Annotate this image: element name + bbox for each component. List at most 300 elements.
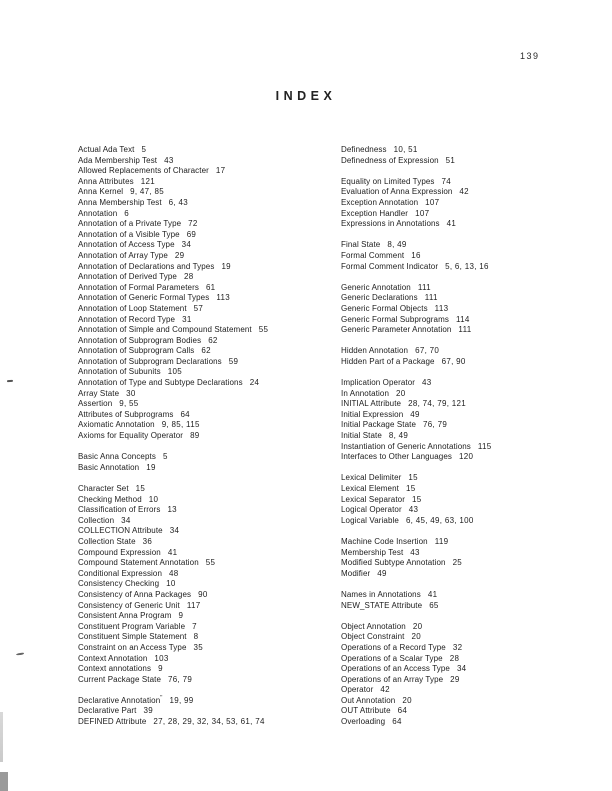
index-term: Constraint on an Access Type	[78, 642, 187, 652]
index-page-refs: 48	[169, 568, 179, 578]
index-page-refs: 55	[258, 325, 269, 335]
index-term: NEW_STATE Attribute	[341, 600, 423, 610]
index-entry	[78, 706, 333, 717]
index-entry	[341, 643, 586, 654]
index-term: Current Package State	[78, 674, 162, 684]
index-entry	[78, 357, 333, 368]
index-column-right	[341, 145, 586, 738]
index-group	[341, 473, 586, 526]
index-page-refs: 30	[126, 388, 136, 398]
index-page-refs: 29	[174, 250, 185, 260]
scan-edge-artifact	[0, 712, 3, 762]
index-term: Axioms for Equality Operator	[78, 431, 184, 441]
index-page-refs: 10, 51	[393, 145, 418, 154]
index-entry	[78, 293, 333, 304]
index-term: Collection	[78, 515, 115, 525]
index-entry	[341, 251, 586, 262]
index-term: Annotation of Simple and Compound Statement	[78, 325, 252, 335]
index-entry	[341, 378, 586, 389]
index-term: Interfaces to Other Languages	[341, 452, 452, 462]
index-entry	[78, 463, 333, 474]
index-entry	[341, 315, 586, 326]
index-term: Ada Membership Test	[78, 155, 158, 165]
index-entry	[78, 664, 333, 675]
index-term: Annotation of a Visible Type	[78, 229, 180, 239]
index-entry	[78, 346, 333, 357]
index-term: Initial State	[341, 431, 382, 441]
index-page-refs: 113	[216, 293, 230, 303]
index-term: Formal Comment Indicator	[341, 261, 439, 271]
index-page-refs: 34	[169, 526, 180, 536]
index-term: Machine Code Insertion	[341, 536, 428, 546]
index-term: Annotation of Generic Formal Types	[78, 293, 210, 303]
index-term: In Annotation	[341, 388, 390, 398]
index-term: Array State	[78, 388, 120, 398]
index-page-refs: 34	[121, 515, 131, 525]
index-page-refs: 27, 28, 29, 32, 34, 53, 61, 74	[153, 717, 265, 727]
index-page-refs: 117	[186, 600, 201, 610]
index-entry	[341, 209, 586, 220]
index-entry	[341, 548, 586, 559]
index-page-refs: 15	[135, 484, 146, 493]
index-entry	[78, 145, 333, 156]
index-term: Declarative Part	[78, 706, 137, 716]
index-page-refs: 17	[215, 166, 226, 176]
index-entry	[78, 622, 333, 633]
index-entry	[78, 579, 333, 590]
index-page-refs: 9	[178, 611, 184, 621]
index-term: Initial Package State	[341, 420, 417, 430]
index-term: Anna Kernel	[78, 187, 124, 197]
index-entry	[341, 632, 586, 643]
index-entry	[341, 484, 586, 495]
index-term: Implication Operator	[341, 378, 416, 388]
index-entry	[341, 675, 586, 686]
index-page-refs: 115	[477, 441, 492, 451]
index-page-refs: 43	[164, 155, 174, 165]
index-term: Generic Annotation	[341, 282, 411, 292]
index-page-refs: 64	[392, 717, 402, 727]
index-entry	[341, 431, 586, 442]
index-page-refs: 114	[455, 314, 470, 324]
index-page-refs: 61	[205, 282, 216, 292]
index-entry	[78, 654, 333, 665]
index-term: Consistency of Anna Packages	[78, 589, 192, 599]
index-term: Annotation of Loop Statement	[78, 303, 187, 313]
index-page-refs: 6, 45, 49, 63, 100	[405, 515, 474, 525]
index-term: Exception Handler	[341, 208, 409, 218]
index-page-refs: 111	[417, 282, 431, 292]
index-page-refs: 19	[146, 462, 156, 472]
index-term: Object Annotation	[341, 621, 406, 631]
index-page-refs: 35	[193, 642, 203, 652]
index-term: Annotation of Access Type	[78, 240, 175, 250]
index-entry	[78, 156, 333, 167]
index-entry	[78, 209, 333, 220]
index-term: DEFINED Attribute	[78, 717, 147, 727]
index-entry	[341, 473, 586, 484]
index-page-refs: 9, 85, 115	[161, 420, 200, 430]
index-entry	[341, 717, 586, 728]
index-page-refs: 105	[167, 367, 182, 377]
index-term: Equality on Limited Types	[341, 176, 435, 186]
index-page-refs: 8, 49	[387, 240, 407, 250]
index-entry	[78, 336, 333, 347]
index-entry	[78, 675, 333, 686]
index-entry	[78, 367, 333, 378]
index-entry	[78, 611, 333, 622]
index-term: Consistency Checking	[78, 579, 160, 589]
index-page-refs: 28	[183, 272, 194, 282]
index-page-refs: 6	[124, 208, 130, 218]
index-term: Operations of a Record Type	[341, 642, 446, 652]
index-group	[78, 145, 333, 442]
index-entry	[341, 706, 586, 717]
index-term: Assertion	[78, 399, 113, 409]
index-term: Operations of an Array Type	[341, 674, 444, 684]
index-page-refs: 28, 74, 79, 121	[408, 399, 466, 409]
index-entry	[341, 685, 586, 696]
index-page-refs: 9	[158, 664, 163, 674]
index-page-refs: 41	[446, 219, 457, 229]
index-group	[341, 283, 586, 336]
index-page-refs: 65	[429, 600, 439, 610]
index-term: OUT Attribute	[341, 706, 391, 716]
index-page-refs: 20	[402, 695, 412, 705]
index-entry	[78, 537, 333, 548]
index-term: Collection State	[78, 536, 136, 546]
index-term: Definedness	[341, 145, 387, 154]
index-entry	[341, 187, 586, 198]
index-page-refs: 8	[193, 632, 199, 642]
index-page-refs: 6, 43	[168, 197, 188, 207]
index-page-refs: 59	[228, 356, 239, 366]
index-entry	[78, 251, 333, 262]
index-page-refs: 62	[208, 335, 218, 345]
index-page-refs: 42	[380, 685, 390, 695]
index-group	[341, 145, 586, 166]
index-page-refs: 111	[424, 293, 438, 303]
index-entry	[78, 495, 333, 506]
index-page-refs: 5	[162, 452, 168, 462]
index-term: Basic Annotation	[78, 462, 140, 472]
index-page-refs: 34	[456, 664, 467, 674]
index-page-refs: 15	[408, 473, 418, 483]
index-group	[341, 378, 586, 463]
index-page-refs: 19	[221, 261, 231, 271]
index-page-refs: 29	[450, 674, 460, 684]
margin-pencil-tick	[16, 652, 24, 655]
index-entry	[341, 696, 586, 707]
index-group	[341, 590, 586, 611]
index-term: Annotation of Type and Subtype Declarations	[78, 378, 243, 388]
index-entry	[341, 495, 586, 506]
index-page-refs: 9, 47, 85	[130, 187, 164, 197]
index-term: Lexical Separator	[341, 494, 405, 504]
index-entry	[78, 505, 333, 516]
index-term: Context annotations	[78, 664, 152, 674]
index-page-refs: 43	[422, 378, 432, 388]
index-entry	[78, 389, 333, 400]
index-group	[78, 484, 333, 685]
index-term: Allowed Replacements of Character	[78, 166, 209, 176]
index-entry	[341, 516, 586, 527]
index-entry	[78, 166, 333, 177]
index-term: Character Set	[78, 484, 129, 493]
index-entry	[341, 177, 586, 188]
index-entry	[341, 420, 586, 431]
index-term: Generic Parameter Annotation	[341, 325, 452, 335]
index-page-refs: 111	[458, 325, 472, 335]
index-term: Final State	[341, 240, 381, 250]
index-entry	[78, 696, 333, 707]
index-term: Annotation of Subprogram Declarations	[78, 356, 222, 366]
index-entry	[78, 325, 333, 336]
index-entry	[78, 643, 333, 654]
index-entry	[78, 420, 333, 431]
index-page-refs: 43	[410, 547, 420, 557]
index-term: Out Annotation	[341, 695, 396, 705]
index-entry	[78, 431, 333, 442]
index-term: Evaluation of Anna Expression	[341, 187, 453, 197]
index-page-refs: 20	[411, 632, 422, 642]
index-page-refs: 19, 99	[169, 695, 194, 705]
index-page-refs: 41	[167, 547, 178, 557]
index-term: Exception Annotation	[341, 197, 419, 207]
index-entry	[78, 198, 333, 209]
index-entry	[341, 452, 586, 463]
index-page-refs: 15	[411, 494, 422, 504]
index-page-refs: 25	[452, 558, 463, 568]
index-page-refs: 13	[167, 505, 177, 515]
index-page-refs: 20	[412, 621, 423, 631]
index-page-refs: 15	[405, 484, 416, 493]
index-term: Logical Variable	[341, 515, 399, 525]
index-term: Hidden Part of a Package	[341, 356, 435, 366]
index-term: Consistent Anna Program	[78, 611, 172, 621]
index-term: Lexical Element	[341, 484, 399, 493]
index-term: Operations of an Access Type	[341, 664, 450, 674]
index-entry	[78, 187, 333, 198]
index-entry	[341, 558, 586, 569]
index-entry	[341, 240, 586, 251]
index-page-refs: 107	[415, 208, 430, 218]
index-term: Annotation of a Private Type	[78, 219, 182, 229]
index-term: Logical Operator	[341, 505, 402, 515]
index-term: Attributes of Subprograms	[78, 409, 174, 419]
index-page-refs: 10	[148, 494, 159, 504]
index-page-refs: 76, 79	[168, 674, 193, 684]
index-term: Basic Anna Concepts	[78, 452, 156, 462]
index-column-left	[78, 145, 333, 738]
index-term: Formal Comment	[341, 250, 405, 260]
index-group	[341, 177, 586, 230]
index-term: Declarative Annotation"	[78, 695, 163, 705]
index-entry	[341, 304, 586, 315]
index-page-refs: 36	[142, 536, 153, 546]
index-term: Generic Formal Subprograms	[341, 314, 449, 324]
index-term: Annotation of Subunits	[78, 367, 161, 377]
index-term: Actual Ada Text	[78, 145, 135, 154]
index-page-refs: 9, 55	[119, 399, 139, 409]
superscript-mark: "	[160, 695, 163, 702]
index-entry	[341, 283, 586, 294]
index-page-refs: 20	[396, 388, 406, 398]
index-entry	[78, 315, 333, 326]
index-entry	[341, 346, 586, 357]
index-term: Annotation of Subprogram Bodies	[78, 335, 202, 345]
index-page-refs: 10	[166, 579, 176, 589]
index-entry	[341, 198, 586, 209]
index-term: Lexical Delimiter	[341, 473, 402, 483]
index-page-refs: 57	[193, 303, 204, 313]
index-term: Annotation	[78, 208, 118, 218]
index-term: Expressions in Annotations	[341, 219, 440, 229]
index-term: Membership Test	[341, 547, 404, 557]
index-page-refs: 16	[411, 250, 421, 260]
index-term: Annotation of Subprogram Calls	[78, 346, 195, 356]
index-entry	[78, 283, 333, 294]
index-page-refs: 113	[434, 303, 449, 313]
index-page-refs: 55	[205, 558, 216, 568]
index-page-refs: 51	[445, 155, 456, 165]
page-title: INDEX	[275, 89, 337, 103]
index-page-refs: 90	[198, 589, 208, 599]
index-term: COLLECTION Attribute	[78, 526, 163, 536]
index-page-refs: 69	[186, 229, 197, 239]
index-entry	[341, 590, 586, 601]
index-page-refs: 8, 49	[388, 431, 409, 441]
index-page-refs: 72	[188, 219, 198, 229]
index-term: Compound Statement Annotation	[78, 558, 199, 568]
index-term: Axiomatic Annotation	[78, 420, 155, 430]
index-term: Annotation of Formal Parameters	[78, 282, 199, 292]
index-page-refs: 49	[377, 568, 387, 578]
index-page-refs: 7	[192, 621, 197, 631]
index-entry	[78, 526, 333, 537]
index-term: Classification of Errors	[78, 505, 161, 515]
index-group	[341, 240, 586, 272]
index-page-refs: 67, 90	[441, 356, 466, 366]
index-entry	[341, 664, 586, 675]
index-term: Initial Expression	[341, 409, 404, 419]
index-entry	[78, 240, 333, 251]
index-entry	[341, 325, 586, 336]
index-page-refs: 43	[408, 505, 419, 515]
index-page-refs: 62	[201, 346, 211, 356]
index-entry	[78, 516, 333, 527]
scan-edge-artifact	[0, 772, 8, 791]
index-entry	[341, 262, 586, 273]
index-entry	[78, 717, 333, 728]
index-entry	[78, 378, 333, 389]
index-entry	[78, 262, 333, 273]
index-page-refs: 107	[425, 197, 440, 207]
index-entry	[341, 145, 586, 156]
index-page-refs: 119	[434, 536, 449, 546]
index-entry	[341, 505, 586, 516]
index-term: Object Constraint	[341, 632, 405, 642]
index-entry	[78, 399, 333, 410]
index-entry	[341, 357, 586, 368]
index-page-refs: 89	[190, 431, 200, 441]
index-page-refs: 24	[249, 378, 260, 388]
index-page-refs: 32	[452, 642, 463, 652]
index-page-refs: 120	[458, 452, 474, 462]
index-page-refs: 34	[181, 240, 192, 250]
index-entry	[78, 590, 333, 601]
index-entry	[78, 230, 333, 241]
index-term: Annotation of Array Type	[78, 250, 168, 260]
index-page-refs: 42	[459, 187, 469, 197]
page-number: 139	[520, 51, 540, 61]
index-entry	[78, 548, 333, 559]
index-term: Annotation of Declarations and Types	[78, 261, 215, 271]
index-page-refs: 64	[397, 706, 408, 716]
index-entry	[78, 569, 333, 580]
index-term: Instantiation of Generic Annotations	[341, 441, 471, 451]
index-entry	[341, 389, 586, 400]
index-entry	[341, 622, 586, 633]
index-entry	[78, 632, 333, 643]
index-entry	[341, 654, 586, 665]
index-page-refs: 5, 6, 13, 16	[445, 261, 489, 271]
index-group	[341, 346, 586, 367]
index-term: Definedness of Expression	[341, 155, 439, 165]
index-term: Operations of a Scalar Type	[341, 653, 443, 663]
index-entry	[341, 293, 586, 304]
index-group	[341, 537, 586, 579]
index-term: Annotation of Record Type	[78, 314, 176, 324]
index-entry	[78, 601, 333, 612]
index-page-refs: 76, 79	[423, 420, 448, 430]
index-entry	[78, 304, 333, 315]
index-group	[78, 452, 333, 473]
index-entry	[341, 410, 586, 421]
index-group	[341, 622, 586, 728]
index-term: Anna Attributes	[78, 176, 134, 186]
index-term: Modified Subtype Annotation	[341, 558, 446, 568]
index-entry	[78, 452, 333, 463]
index-entry	[341, 442, 586, 453]
index-entry	[78, 484, 333, 495]
index-term: Hidden Annotation	[341, 346, 409, 356]
index-entry	[78, 272, 333, 283]
index-entry	[78, 177, 333, 188]
index-page-refs: 39	[143, 706, 154, 716]
index-term: Names in Annotations	[341, 589, 421, 599]
index-term: Generic Declarations	[341, 293, 418, 303]
index-page-refs: 31	[182, 314, 192, 324]
index-term: Checking Method	[78, 494, 142, 504]
index-term: Constituent Program Variable	[78, 621, 186, 631]
index-page-refs: 49	[410, 409, 420, 419]
index-term: Constituent Simple Statement	[78, 632, 187, 642]
index-term: Context Annotation	[78, 653, 148, 663]
index-entry	[78, 410, 333, 421]
margin-pencil-tick	[7, 380, 13, 382]
index-term: Generic Formal Objects	[341, 303, 428, 313]
index-entry	[341, 399, 586, 410]
index-entry	[341, 601, 586, 612]
index-page-refs: 103	[154, 653, 169, 663]
index-page-refs: 64	[180, 409, 190, 419]
index-entry	[341, 219, 586, 230]
index-term: Conditional Expression	[78, 568, 163, 578]
index-term: Anna Membership Test	[78, 197, 162, 207]
index-term: Operator	[341, 685, 374, 695]
index-term: Overloading	[341, 717, 386, 727]
